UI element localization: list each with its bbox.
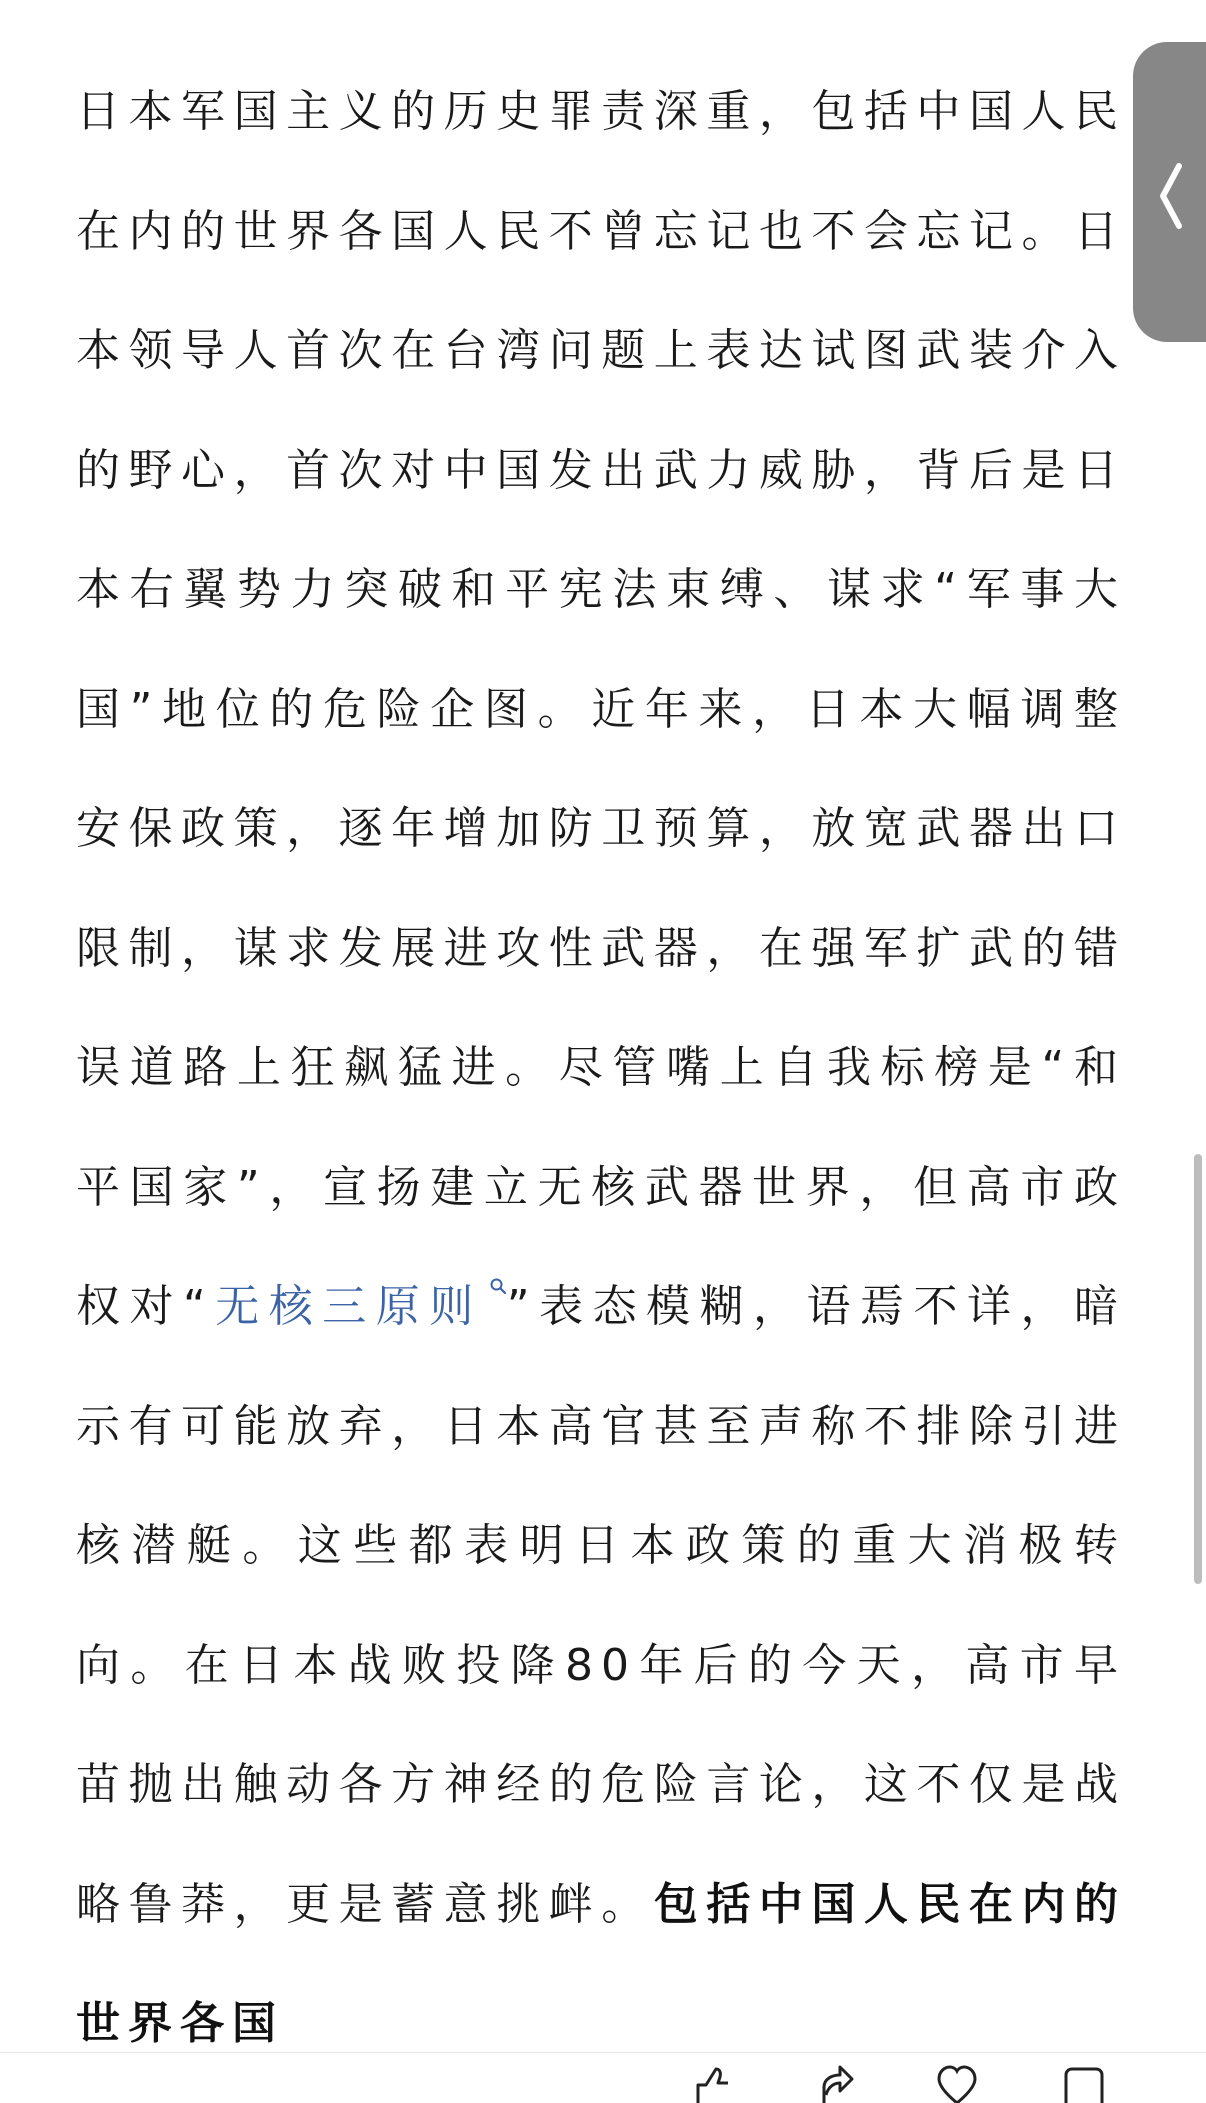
bottom-toolbar [0,2052,1206,2103]
article-text-part-2: ”表态模糊，语焉不详，暗示有可能放弃，日本高官甚至声称不排除引进核潜艇。这些都表明日本政策的重大消极转向。在日本战败投降80年后的今天，高市早苗抛出触动各方神经的危险言论，这不仅是战略鲁莽，更是蓄意挑衅。 [76,1281,1127,1930]
side-collapse-tab[interactable] [1133,42,1206,342]
heart-icon[interactable] [935,2063,979,2103]
thumb-icon[interactable] [690,2063,734,2103]
keyword-link-text[interactable]: 无核三原则 [213,1281,483,1332]
keyword-link[interactable] [214,1281,507,1332]
search-icon[interactable] [489,1277,507,1295]
comment-icon[interactable] [1060,2063,1104,2103]
article-text-part-1: 日本军国主义的历史罪责深重，包括中国人民在内的世界各国人民不曾忘记也不会忘记。日本领导人首次在台湾问题上表达试图武装介入的野心，首次对中国发出武力威胁，背后是日本右翼势力突破和平宪法束缚、谋求“军事大国”地位的危险企图。近年来，日本大幅调整安保政策，逐年增加防卫预算，放宽武器出口限制，谋求发展进攻性武器，在强军扩武的错误道路上狂飙猛进。尽管嘴上自我标榜是“和平国家”，宣扬建立无核武器世界，但高市政权对“ [76,86,1126,1332]
chevron-left-icon[interactable] [1155,160,1185,232]
article-bold-text: 包括中国人民在内的世界各国 [76,1878,1127,2049]
article-body [76,52,1126,2084]
share-icon[interactable] [810,2063,854,2103]
scrollbar-thumb[interactable] [1194,1154,1202,1584]
